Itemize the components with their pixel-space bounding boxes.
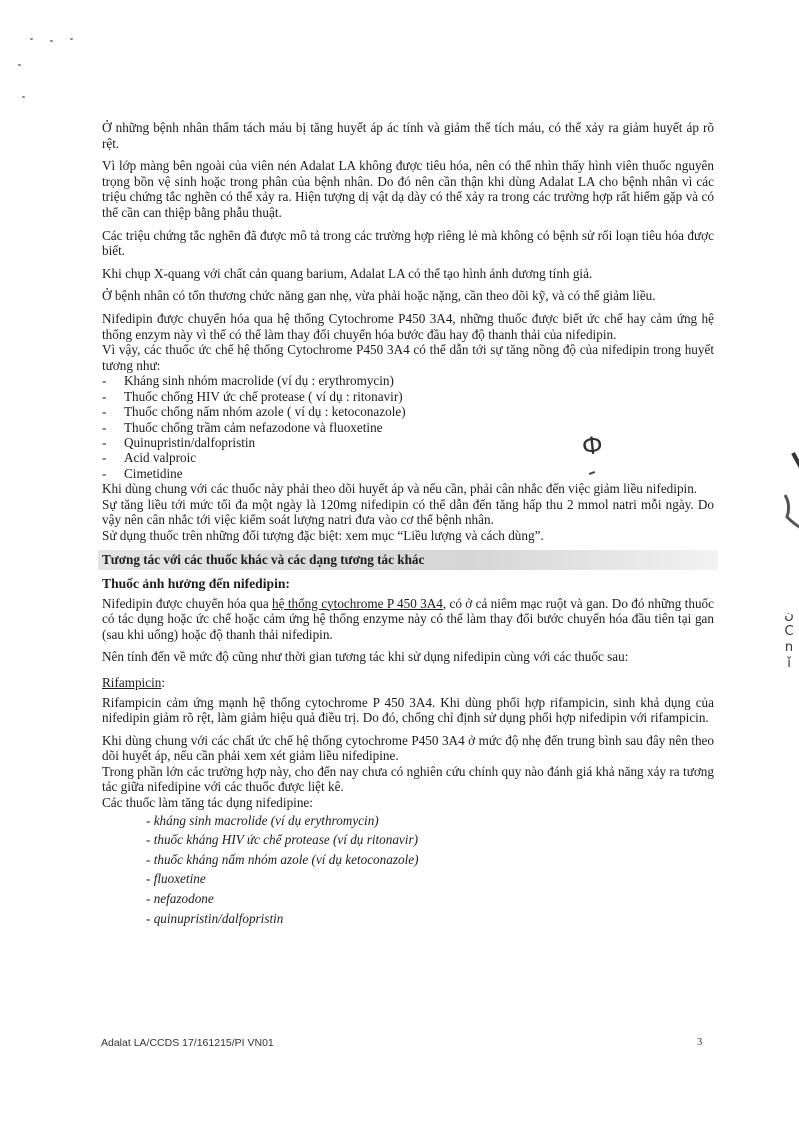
scan-speck <box>30 38 33 40</box>
list-item: - kháng sinh macrolide (ví dụ erythromycin) <box>146 812 379 828</box>
list-item: - thuốc kháng nấm nhóm azole (ví dụ ketoconazole) <box>146 851 419 867</box>
inhibitor-list <box>102 373 714 481</box>
paragraph: Rifampicin cảm ứng mạnh hệ thống cytochrome P 450 3A4. Khi dùng phối hợp rifampicin, sinh khả dụng của nifedipin giảm rõ rệt, làm giảm hiệu quả điều trị. Do đó, chống chỉ định sử dụng phối hợp nifedipin với rifampicin. <box>102 694 714 726</box>
side-fragment <box>782 608 796 672</box>
list-item: - fluoxetine <box>146 871 206 887</box>
paragraph: Khi dùng chung với các chất ức chế hệ thống cytochrome P450 3A4 ở mức độ nhẹ đến trung bình sau đây nên theo dõi huyết áp, nếu cần phải xem xét giảm liều nifedipine. <box>102 732 714 764</box>
paragraph: Khi chụp X-quang với chất cản quang barium, Adalat LA có thể tạo hình ảnh dương tính giả. <box>102 265 593 281</box>
paragraph: Sử dụng thuốc trên những đối tượng đặc biệt: xem mục “Liều lượng và cách dùng”. <box>102 527 544 543</box>
stamp-fragment-icon <box>775 445 799 535</box>
heading-colon: : <box>161 674 166 690</box>
list-item: - Kháng sinh nhóm macrolide (ví dụ : erythromycin) <box>102 373 714 388</box>
list-item: - nefazodone <box>146 891 214 907</box>
paragraph: Trong phần lớn các trường hợp này, cho đến nay chưa có nghiên cứu chính quy nào đánh giá khả năng xảy ra tương tác giữa nifedipine với các thuốc được liệt kê. <box>102 763 714 795</box>
paragraph: Ở những bệnh nhân thẩm tách máu bị tăng huyết áp ác tính và giảm thể tích máu, có thể xảy ra giảm huyết áp rõ rệt. <box>102 120 714 151</box>
document-body <box>102 120 714 928</box>
paragraph-cyp <box>102 596 714 643</box>
list-item: - Quinupristin/dalfopristin <box>102 435 714 450</box>
paragraph: Ở bệnh nhân có tổn thương chức năng gan nhẹ, vừa phải hoặc nặng, cần theo dõi kỹ, và có thể giảm liều. <box>102 288 656 304</box>
side-char: ǐ <box>787 656 791 671</box>
list-item: - Cimetidine <box>102 466 714 481</box>
paragraph: Nên tính đến về mức độ cũng như thời gian tương tác khi sử dụng nifedipin cùng với các thuốc sau: <box>102 649 629 665</box>
list-item: - quinupristin/dalfopristin <box>146 910 284 926</box>
footer-doc-code: Adalat LA/CCDS 17/161215/PI VN01 <box>101 1037 274 1049</box>
heading-text: Rifampicin <box>102 674 162 690</box>
scan-speck <box>50 40 53 42</box>
scan-speck <box>18 64 21 66</box>
underlined-term: hệ thống cytochrome P 450 3A4 <box>272 595 443 611</box>
handwritten-initials: Ф <box>580 430 605 462</box>
paragraph: Vì vậy, các thuốc ức chế hệ thống Cytochrome P450 3A4 có thể dẫn tới sự tăng nồng độ của nifedipin trong huyết tương như: <box>102 342 714 373</box>
paragraph: Sự tăng liều tới mức tối đa một ngày là 120mg nifedipin có thể dẫn đến tăng hấp thu 2 mmol natri mỗi ngày. Do vậy nên cân nhắc tới việc kiểm soát lượng natri đưa vào cơ thể bệnh nhân. <box>102 496 714 528</box>
text-run: Nifedipin được chuyển hóa qua <box>102 595 273 611</box>
scan-speck <box>70 38 73 40</box>
subsection-heading: Thuốc ảnh hưởng đến nifedipin: <box>102 575 290 591</box>
paragraph: Các thuốc làm tăng tác dụng nifedipine: <box>102 795 313 811</box>
scan-speck <box>22 96 25 98</box>
side-char: n <box>784 640 794 655</box>
list-item: - Thuốc chống HIV ức chế protease ( ví dụ : ritonavir) <box>102 389 714 404</box>
side-char: C <box>784 624 794 639</box>
text-run: , có ở cả niêm mạc ruột và gan. Do đó những thuốc có tác dụng hoặc ức chế hoặc cảm ứng hệ thống enzyme này có thể làm thay đổi bước chuyển hóa đầu tiên tại gan (sau khi uống) hoặc độ thanh thải nifedipin. <box>102 595 714 642</box>
increase-effect-list <box>102 811 714 929</box>
list-item: - Thuốc chống trầm cảm nefazodone và fluoxetine <box>102 420 714 435</box>
paragraph: Nifedipin được chuyển hóa qua hệ thống Cytochrome P450 3A4, những thuốc được biết ức chế hay cảm ứng hệ thống enzym này vì thế có thể làm thay đổi chuyển hóa bước đầu hay độ thanh thải của nifedipin. <box>102 310 714 342</box>
list-item: - Acid valproic <box>102 450 714 465</box>
list-item: - thuốc kháng HIV ức chế protease (ví dụ ritonavir) <box>146 832 418 848</box>
section-heading: Tương tác với các thuốc khác và các dạng tương tác khác <box>98 550 718 570</box>
paragraph: Vì lớp màng bên ngoài của viên nén Adalat LA không được tiêu hóa, nên có thể nhìn thấy hình viên thuốc nguyên trọng bồn vệ sinh hoặc trong phân của bệnh nhân. Do đó nên cần thận khi dùng Adalat LA cho bệnh nhân vì các triệu chứng tắc nghẽn có thể xảy ra. Hiện tượng dị vật dạ dày có thể xảy ra trong các trường hợp rất hiếm gặp và có thể cần can thiệp bằng phẫu thuật. <box>102 158 714 220</box>
paragraph: Khi dùng chung với các thuốc này phải theo dõi huyết áp và nếu cần, phải cân nhắc đến việc giảm liều nifedipin. <box>102 481 698 497</box>
rifampicin-heading <box>102 675 714 691</box>
side-char: ن <box>784 608 794 623</box>
page-number: 3 <box>697 1037 703 1048</box>
paragraph: Các triệu chứng tắc nghẽn đã được mô tả trong các trường hợp riêng lẻ mà không có bệnh sử rối loạn tiêu hóa được biết. <box>102 227 714 259</box>
list-item: - Thuốc chống nấm nhóm azole ( ví dụ : ketoconazole) <box>102 404 714 419</box>
